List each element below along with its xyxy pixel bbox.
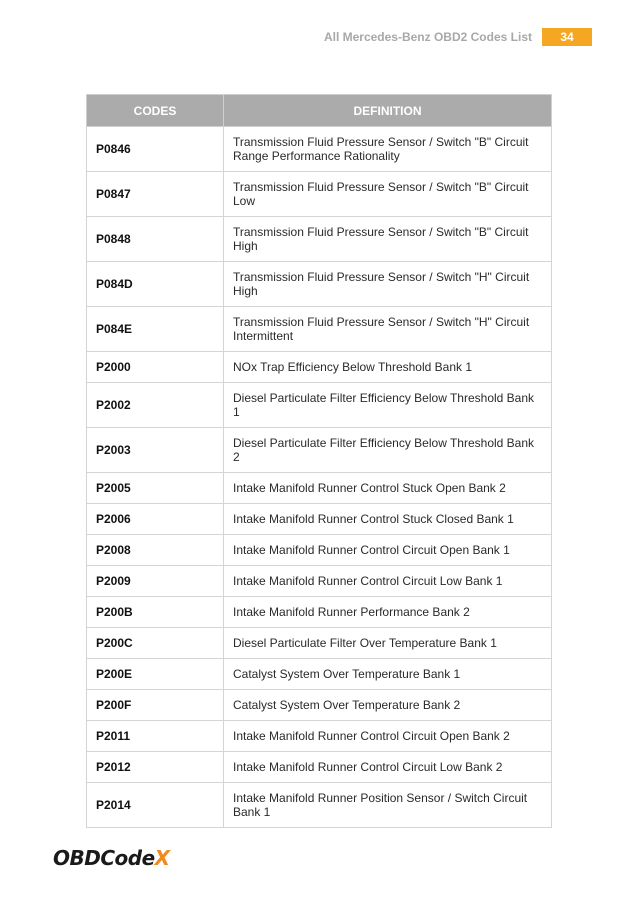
code-cell: P2008 — [87, 535, 224, 566]
table-row — [87, 628, 552, 659]
definition-cell: Transmission Fluid Pressure Sensor / Switch "H" Circuit Intermittent — [224, 307, 552, 352]
code-cell: P2003 — [87, 428, 224, 473]
table-row — [87, 172, 552, 217]
table-row — [87, 127, 552, 172]
definition-cell: Transmission Fluid Pressure Sensor / Switch "B" Circuit Low — [224, 172, 552, 217]
definition-cell: Diesel Particulate Filter Efficiency Below Threshold Bank 1 — [224, 383, 552, 428]
table-row — [87, 597, 552, 628]
table-row — [87, 504, 552, 535]
column-header-definition: DEFINITION — [224, 95, 552, 127]
definition-cell: Transmission Fluid Pressure Sensor / Switch "H" Circuit High — [224, 262, 552, 307]
table-row — [87, 307, 552, 352]
table-header — [87, 95, 552, 127]
code-cell: P2014 — [87, 783, 224, 828]
obd-codes-table — [86, 94, 552, 828]
obdcodex-logo — [53, 846, 170, 870]
definition-cell: Intake Manifold Runner Control Stuck Open Bank 2 — [224, 473, 552, 504]
code-cell: P200E — [87, 659, 224, 690]
code-cell: P2005 — [87, 473, 224, 504]
code-cell: P084D — [87, 262, 224, 307]
table-row — [87, 262, 552, 307]
table-row — [87, 721, 552, 752]
code-cell: P0848 — [87, 217, 224, 262]
page-number-badge: 34 — [542, 28, 592, 46]
definition-cell: Transmission Fluid Pressure Sensor / Switch "B" Circuit High — [224, 217, 552, 262]
table-row — [87, 659, 552, 690]
definition-cell: Intake Manifold Runner Control Stuck Closed Bank 1 — [224, 504, 552, 535]
table-row — [87, 383, 552, 428]
table-row — [87, 352, 552, 383]
code-cell: P0846 — [87, 127, 224, 172]
table-row — [87, 752, 552, 783]
code-cell: P200C — [87, 628, 224, 659]
column-header-codes: CODES — [87, 95, 224, 127]
code-cell: P2011 — [87, 721, 224, 752]
definition-cell: Diesel Particulate Filter Efficiency Below Threshold Bank 2 — [224, 428, 552, 473]
definition-cell: Transmission Fluid Pressure Sensor / Switch "B" Circuit Range Performance Rationality — [224, 127, 552, 172]
definition-cell: NOx Trap Efficiency Below Threshold Bank 1 — [224, 352, 552, 383]
definition-cell: Intake Manifold Runner Control Circuit Open Bank 2 — [224, 721, 552, 752]
table-row — [87, 428, 552, 473]
code-cell: P2006 — [87, 504, 224, 535]
definition-cell: Intake Manifold Runner Performance Bank 2 — [224, 597, 552, 628]
definition-cell: Intake Manifold Runner Position Sensor / Switch Circuit Bank 1 — [224, 783, 552, 828]
table-row — [87, 566, 552, 597]
table-row — [87, 690, 552, 721]
definition-cell: Intake Manifold Runner Control Circuit Low Bank 1 — [224, 566, 552, 597]
document-title: All Mercedes-Benz OBD2 Codes List — [323, 30, 532, 44]
definition-cell: Catalyst System Over Temperature Bank 1 — [224, 659, 552, 690]
table-row — [87, 217, 552, 262]
table-row — [87, 783, 552, 828]
definition-cell: Diesel Particulate Filter Over Temperature Bank 1 — [224, 628, 552, 659]
definition-cell: Catalyst System Over Temperature Bank 2 — [224, 690, 552, 721]
page-header — [324, 28, 592, 46]
code-cell: P084E — [87, 307, 224, 352]
code-cell: P2009 — [87, 566, 224, 597]
definition-cell: Intake Manifold Runner Control Circuit Open Bank 1 — [224, 535, 552, 566]
table-row — [87, 535, 552, 566]
code-cell: P200B — [87, 597, 224, 628]
code-cell: P0847 — [87, 172, 224, 217]
table-header-row — [87, 95, 552, 127]
definition-cell: Intake Manifold Runner Control Circuit Low Bank 2 — [224, 752, 552, 783]
code-cell: P200F — [87, 690, 224, 721]
code-cell: P2012 — [87, 752, 224, 783]
logo-text: OBDCode — [53, 846, 155, 870]
table-body — [87, 127, 552, 828]
logo-accent-letter: X — [154, 846, 170, 870]
code-cell: P2002 — [87, 383, 224, 428]
code-cell: P2000 — [87, 352, 224, 383]
table-row — [87, 473, 552, 504]
